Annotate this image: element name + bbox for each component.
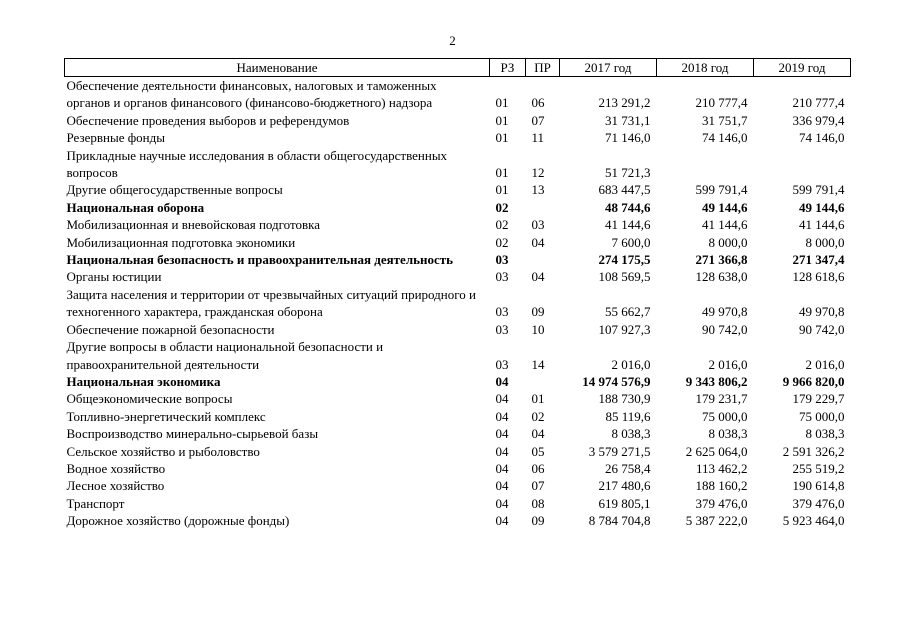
row-pr — [526, 251, 560, 268]
header-2018: 2018 год — [657, 59, 754, 77]
row-2019: 255 519,2 — [792, 460, 845, 476]
row-rz: 03 — [495, 356, 509, 372]
row-pr: 09 — [531, 513, 545, 529]
row-name: Другие общегосударственные вопросы — [66, 182, 283, 198]
row-2018: 128 638,0 — [695, 269, 748, 285]
row-pr: 03 — [531, 217, 545, 233]
row-2017: 108 569,5 — [598, 269, 651, 285]
row-2017: 8 784 704,8 — [588, 513, 651, 529]
row-2018: 179 231,7 — [695, 391, 748, 407]
row-pr: 14 — [531, 356, 545, 372]
row-rz: 01 — [495, 130, 509, 146]
row-rz: 04 — [495, 460, 509, 476]
table-row — [65, 147, 851, 182]
table-row — [65, 477, 851, 494]
table-row — [65, 268, 851, 285]
row-2019: 90 742,0 — [799, 321, 845, 337]
row-pr: 02 — [531, 408, 545, 424]
row-name: Водное хозяйство — [66, 460, 166, 476]
row-2018: 210 777,4 — [695, 95, 748, 111]
row-2018: 113 462,2 — [695, 460, 748, 476]
row-name: Транспорт — [66, 495, 125, 511]
row-2018: 75 000,0 — [702, 408, 748, 424]
row-2017: 8 038,3 — [611, 426, 651, 442]
row-2017: 217 480,6 — [598, 478, 651, 494]
row-2019: 5 923 464,0 — [782, 513, 845, 529]
row-rz: 02 — [495, 234, 509, 250]
table-row — [65, 181, 851, 198]
table-row — [65, 216, 851, 233]
row-name: Мобилизационная и вневойсковая подготовка — [66, 217, 321, 233]
row-2017: 683 447,5 — [598, 182, 651, 198]
row-2018: 74 146,0 — [702, 130, 748, 146]
row-2017: 107 927,3 — [598, 321, 651, 337]
row-pr: 06 — [531, 95, 545, 111]
row-2017: 51 721,3 — [605, 165, 651, 181]
row-2019: 128 618,6 — [792, 269, 845, 285]
row-2019: 8 000,0 — [805, 234, 845, 250]
row-2017: 48 744,6 — [605, 199, 651, 215]
row-pr: 11 — [531, 130, 545, 146]
row-pr: 07 — [531, 478, 545, 494]
table-row — [65, 373, 851, 390]
row-rz: 04 — [495, 495, 509, 511]
row-2019: 379 476,0 — [792, 495, 845, 511]
row-pr — [526, 373, 560, 390]
row-2018: 188 160,2 — [695, 478, 748, 494]
table-row — [65, 234, 851, 251]
row-2018: 5 387 222,0 — [685, 513, 748, 529]
table-row — [65, 512, 851, 529]
row-2019: 74 146,0 — [799, 130, 845, 146]
row-2018: 31 751,7 — [702, 112, 748, 128]
row-rz: 02 — [495, 199, 509, 215]
row-2017: 26 758,4 — [605, 460, 651, 476]
row-name: Лесное хозяйство — [66, 478, 165, 494]
row-rz: 02 — [495, 217, 509, 233]
row-pr: 08 — [531, 495, 545, 511]
row-2017: 31 731,1 — [605, 112, 651, 128]
row-2018: 2 625 064,0 — [685, 443, 748, 459]
row-name: Национальная безопасность и правоохранительная деятельность — [66, 252, 454, 268]
row-2018 — [657, 147, 754, 182]
row-2018: 8 000,0 — [708, 234, 748, 250]
table-body — [65, 77, 851, 530]
row-rz: 01 — [495, 182, 509, 198]
row-pr: 01 — [531, 391, 545, 407]
row-2018: 9 343 806,2 — [685, 373, 748, 389]
header-pr: ПР — [526, 59, 560, 77]
header-2017: 2017 год — [560, 59, 657, 77]
row-name: Национальная экономика — [66, 373, 221, 389]
row-2018: 271 366,8 — [695, 252, 748, 268]
row-2017: 3 579 271,5 — [588, 443, 651, 459]
row-2017: 71 146,0 — [605, 130, 651, 146]
row-name: Прикладные научные исследования в области общегосударственных вопросов — [66, 147, 448, 181]
row-2017: 55 662,7 — [605, 304, 651, 320]
table-row — [65, 338, 851, 373]
table-row — [65, 495, 851, 512]
row-2017: 85 119,6 — [605, 408, 651, 424]
row-name: Обеспечение деятельности финансовых, налоговых и таможенных органов и органов финансового (финансово-бюджетного) надзора — [66, 78, 437, 111]
row-pr: 05 — [531, 443, 545, 459]
row-name: Органы юстиции — [66, 269, 162, 285]
row-2017: 274 175,5 — [598, 252, 651, 268]
header-2019: 2019 год — [754, 59, 851, 77]
page-number: 2 — [449, 33, 456, 48]
row-name: Резервные фонды — [66, 130, 165, 146]
row-2018: 90 742,0 — [702, 321, 748, 337]
row-rz: 01 — [495, 95, 509, 111]
table-row — [65, 286, 851, 321]
row-2019: 9 966 820,0 — [782, 373, 845, 389]
table-row — [65, 129, 851, 146]
row-2019 — [754, 147, 851, 182]
row-name: Мобилизационная подготовка экономики — [66, 234, 296, 250]
row-pr: 13 — [531, 182, 545, 198]
row-name: Дорожное хозяйство (дорожные фонды) — [66, 513, 290, 529]
table-row — [65, 77, 851, 112]
row-pr: 04 — [531, 269, 545, 285]
row-2017: 188 730,9 — [598, 391, 651, 407]
row-2019: 41 144,6 — [799, 217, 845, 233]
row-rz: 04 — [495, 373, 509, 389]
row-pr: 07 — [531, 112, 545, 128]
table-row — [65, 460, 851, 477]
row-2019: 2 016,0 — [805, 356, 845, 372]
header-rz: РЗ — [490, 59, 526, 77]
row-rz: 04 — [495, 391, 509, 407]
row-2019: 49 970,8 — [799, 304, 845, 320]
row-2018: 49 144,6 — [702, 199, 748, 215]
row-rz: 01 — [495, 112, 509, 128]
row-2019: 336 979,4 — [792, 112, 845, 128]
row-2019: 190 614,8 — [792, 478, 845, 494]
row-2017: 213 291,2 — [598, 95, 651, 111]
row-2017: 2 016,0 — [611, 356, 651, 372]
row-rz: 03 — [495, 269, 509, 285]
row-pr: 10 — [531, 321, 545, 337]
row-name: Общеэкономические вопросы — [66, 391, 233, 407]
row-2018: 379 476,0 — [695, 495, 748, 511]
table-row — [65, 408, 851, 425]
row-2017: 7 600,0 — [611, 234, 651, 250]
table-row — [65, 390, 851, 407]
row-2018: 41 144,6 — [702, 217, 748, 233]
row-pr: 06 — [531, 460, 545, 476]
row-name: Защита населения и территории от чрезвычайных ситуаций природного и техногенного характера, гражданская оборона — [66, 286, 476, 320]
row-2017: 41 144,6 — [605, 217, 651, 233]
row-name: Обеспечение проведения выборов и референдумов — [66, 112, 350, 128]
row-2019: 8 038,3 — [805, 426, 845, 442]
row-name: Национальная оборона — [66, 199, 205, 215]
row-rz: 04 — [495, 513, 509, 529]
row-2019: 271 347,4 — [792, 252, 845, 268]
row-rz: 03 — [495, 321, 509, 337]
table-row — [65, 251, 851, 268]
row-2018: 8 038,3 — [708, 426, 748, 442]
row-pr — [526, 199, 560, 216]
row-rz: 04 — [495, 478, 509, 494]
row-2019: 210 777,4 — [792, 95, 845, 111]
row-rz: 01 — [495, 165, 509, 181]
row-2019: 599 791,4 — [792, 182, 845, 198]
table-row — [65, 112, 851, 129]
row-rz: 03 — [495, 252, 509, 268]
row-pr: 09 — [531, 304, 545, 320]
row-pr: 04 — [531, 426, 545, 442]
row-name: Обеспечение пожарной безопасности — [66, 321, 275, 337]
table-row — [65, 321, 851, 338]
row-2018: 2 016,0 — [708, 356, 748, 372]
row-rz: 04 — [495, 408, 509, 424]
table-row — [65, 443, 851, 460]
row-pr: 12 — [531, 165, 545, 181]
row-2018: 49 970,8 — [702, 304, 748, 320]
row-2017: 14 974 576,9 — [582, 373, 651, 389]
header-name: Наименование — [65, 59, 490, 77]
budget-table — [64, 58, 851, 530]
row-name: Топливно-энергетический комплекс — [66, 408, 266, 424]
row-name: Сельское хозяйство и рыболовство — [66, 443, 260, 459]
row-rz: 04 — [495, 426, 509, 442]
row-name: Другие вопросы в области национальной безопасности и правоохранительной деятельности — [66, 339, 384, 372]
row-2019: 2 591 326,2 — [782, 443, 845, 459]
row-name: Воспроизводство минерально-сырьевой базы — [66, 426, 319, 442]
row-2019: 75 000,0 — [799, 408, 845, 424]
row-2017: 619 805,1 — [598, 495, 651, 511]
row-pr: 04 — [531, 234, 545, 250]
row-2019: 49 144,6 — [799, 199, 845, 215]
row-2018: 599 791,4 — [695, 182, 748, 198]
table-header — [65, 59, 851, 77]
row-rz: 04 — [495, 443, 509, 459]
table-row — [65, 199, 851, 216]
table-row — [65, 425, 851, 442]
row-rz: 03 — [495, 304, 509, 320]
header-row — [65, 59, 851, 77]
row-2019: 179 229,7 — [792, 391, 845, 407]
